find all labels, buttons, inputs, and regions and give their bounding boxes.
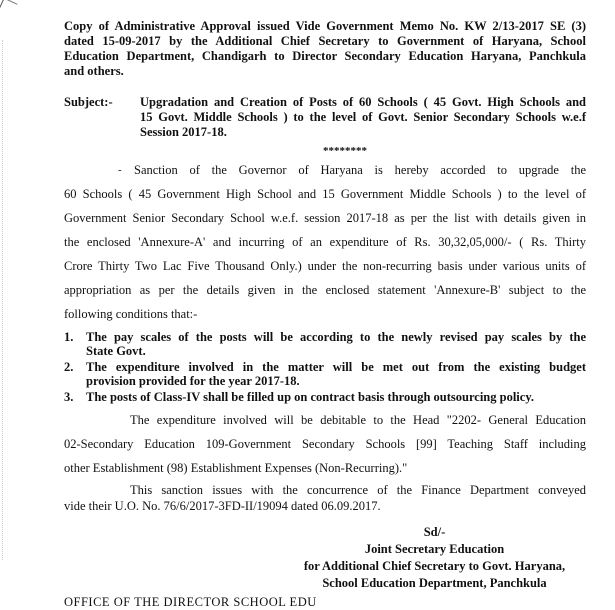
paragraph-line: the enclosed 'Annexure-A' and incurring of an expenditure of Rs. 30,32,05,000/- ( Rs. Thirty <box>64 235 586 249</box>
scan-edge <box>2 40 4 560</box>
signature-line: Joint Secretary Education <box>364 542 505 556</box>
footer-office-heading: OFFICE OF THE DIRECTOR SCHOOL EDU <box>64 595 317 609</box>
condition-item <box>64 360 586 388</box>
header-line: dated 15-09-2017 by the Additional Chief Secretary to Government of Haryana, School <box>64 34 586 48</box>
subject-block <box>64 95 586 140</box>
paragraph-line: Sanction of the Governor of Haryana is hereby accorded to upgrade the <box>134 163 586 177</box>
signature-line: for Additional Chief Secretary to Govt. Haryana, <box>303 559 566 573</box>
condition-number: 2. <box>64 360 74 374</box>
sanction-paragraph <box>64 158 586 326</box>
condition-line: The pay scales of the posts will be according to the newly revised pay scales by the <box>86 330 586 344</box>
header-line: Education Department, Chandigarh to Director Secondary Education Haryana, Panchkula <box>64 49 586 63</box>
condition-item <box>64 330 586 358</box>
condition-line: The posts of Class-IV shall be filled up on contract basis through outsourcing policy. <box>86 390 534 404</box>
paragraph-line: other Establishment (98) Establishment Expenses (Non-Recurring)." <box>64 461 408 475</box>
bullet-dash: - <box>118 164 122 176</box>
subject-line: Session 2017-18. <box>140 125 227 139</box>
condition-item <box>64 390 586 404</box>
condition-number: 3. <box>64 390 74 404</box>
subject-line: Upgradation and Creation of Posts of 60 Schools ( 45 Govt. High Schools and <box>140 95 586 109</box>
conditions-list <box>64 330 586 404</box>
paragraph-line: 02-Secondary Education 109-Government Secondary Schools [99] Teaching Staff including <box>64 437 586 451</box>
subject-text <box>140 95 586 140</box>
paragraph-line: 60 Schools ( 45 Government High School and 15 Government Middle Schools ) to the level of <box>64 187 586 201</box>
paragraph-line: This sanction issues with the concurrence of the Finance Department conveyed <box>130 483 586 497</box>
pen-mark <box>0 0 17 17</box>
paragraph-line: appropriation as per the details given in the enclosed statement 'Annexure-B' subject to the <box>64 283 586 297</box>
expenditure-paragraph <box>64 408 586 480</box>
header-line: and others. <box>64 64 124 78</box>
header-block <box>64 19 586 79</box>
separator: ******** <box>323 145 367 157</box>
signature-block <box>283 524 586 592</box>
paragraph-line: following conditions that:- <box>64 307 198 321</box>
condition-number: 1. <box>64 330 74 344</box>
signature-line: School Education Department, Panchkula <box>322 576 547 590</box>
condition-line: State Govt. <box>86 344 146 358</box>
paragraph-line: Crore Thirty Two Lac Five Thousand Only.) under the non-recurring basis under various units of <box>64 259 586 273</box>
paragraph-line: vide their U.O. No. 76/6/2017-3FD-II/19094 dated 06.09.2017. <box>64 499 381 513</box>
subject-label: Subject:- <box>64 95 113 109</box>
paragraph-line: Government Senior Secondary School w.e.f. session 2017-18 as per the list with details given in <box>64 211 586 225</box>
header-line: Copy of Administrative Approval issued Vide Government Memo No. KW 2/13-2017 SE (3) <box>64 19 586 33</box>
subject-line: 15 Govt. Middle Schools ) to the level of Govt. Senior Secondary Schools w.e.f <box>140 110 586 124</box>
concurrence-paragraph <box>64 482 586 514</box>
signature-sd: Sd/- <box>423 525 446 539</box>
document-body <box>64 0 586 610</box>
condition-line: The expenditure involved in the matter will be met out from the existing budget <box>86 360 586 374</box>
paragraph-line: The expenditure involved will be debitable to the Head "2202- General Education <box>130 413 586 427</box>
condition-line: provision provided for the year 2017-18. <box>86 374 300 388</box>
